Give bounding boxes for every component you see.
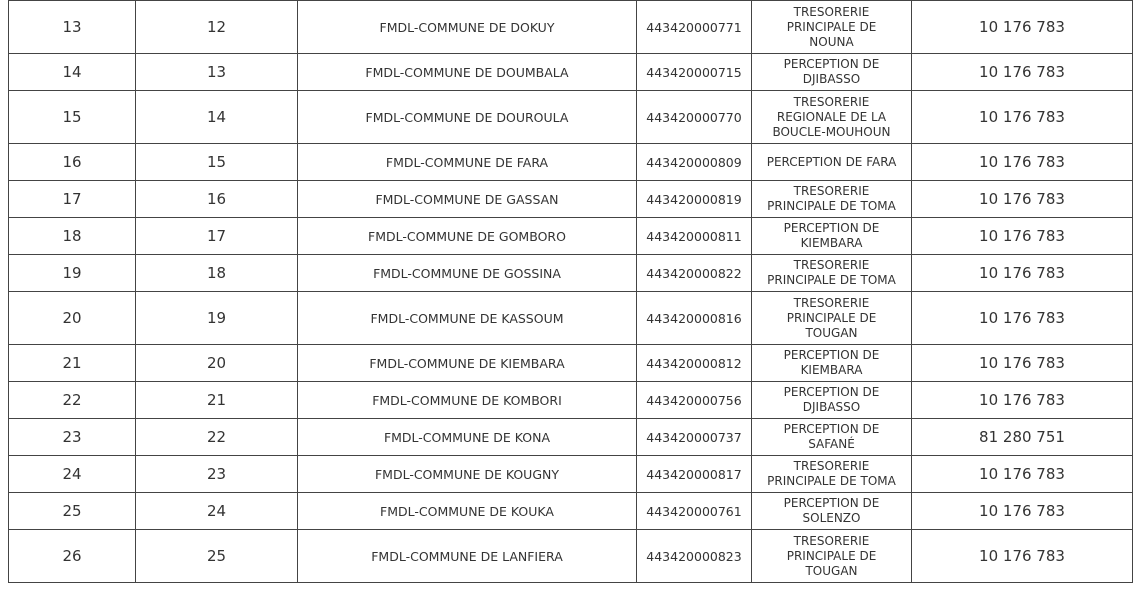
commune-name: FMDL-COMMUNE DE LANFIERA: [298, 530, 637, 583]
row-number: 17: [9, 181, 136, 218]
treasury-office-line: PRINCIPALE DE: [786, 548, 877, 563]
order-number: 23: [136, 456, 298, 493]
treasury-office: [752, 530, 912, 583]
commune-name: FMDL-COMMUNE DE GOMBORO: [298, 218, 637, 255]
treasury-office: [752, 1, 912, 54]
treasury-office: [752, 382, 912, 419]
order-number: 16: [136, 181, 298, 218]
row-number: 20: [9, 292, 136, 345]
treasury-office: [752, 292, 912, 345]
treasury-office-line: TRESORERIE: [793, 258, 870, 272]
account-number: 443420000809: [637, 144, 752, 181]
treasury-office-line: PERCEPTION DE: [783, 385, 880, 399]
account-number: 443420000715: [637, 54, 752, 91]
treasury-office: [752, 91, 912, 144]
row-number: 15: [9, 91, 136, 144]
treasury-office-line: DJIBASSO: [802, 72, 861, 86]
treasury-office-line: PERCEPTION DE: [783, 348, 880, 362]
account-number: 443420000771: [637, 1, 752, 54]
amount: 10 176 783: [912, 181, 1133, 218]
amount: 10 176 783: [912, 493, 1133, 530]
treasury-office-line: TRESORERIE: [793, 459, 870, 473]
account-number: 443420000756: [637, 382, 752, 419]
treasury-office-line: BOUCLE-MOUHOUN: [772, 124, 891, 139]
commune-name: FMDL-COMMUNE DE KOUGNY: [298, 456, 637, 493]
treasury-office-line: REGIONALE DE LA: [776, 109, 887, 124]
table-row: [9, 54, 1133, 91]
table-row: [9, 382, 1133, 419]
order-number: 22: [136, 419, 298, 456]
treasury-office-line: KIEMBARA: [800, 236, 863, 250]
account-number: 443420000737: [637, 419, 752, 456]
table-row: [9, 144, 1133, 181]
treasury-office-line: PERCEPTION DE: [783, 422, 880, 436]
amount: 10 176 783: [912, 255, 1133, 292]
table-row: [9, 493, 1133, 530]
treasury-office-line: PERCEPTION DE FARA: [766, 154, 897, 169]
table-row: [9, 255, 1133, 292]
order-number: 24: [136, 493, 298, 530]
order-number: 18: [136, 255, 298, 292]
amount: 10 176 783: [912, 54, 1133, 91]
table-row: [9, 530, 1133, 583]
amount: 10 176 783: [912, 530, 1133, 583]
order-number: 19: [136, 292, 298, 345]
treasury-office: [752, 345, 912, 382]
commune-name: FMDL-COMMUNE DE DOKUY: [298, 1, 637, 54]
row-number: 26: [9, 530, 136, 583]
row-number: 21: [9, 345, 136, 382]
treasury-office-line: PRINCIPALE DE: [786, 310, 877, 325]
amount: 10 176 783: [912, 144, 1133, 181]
amount: 10 176 783: [912, 456, 1133, 493]
treasury-office-line: TRESORERIE: [793, 4, 870, 19]
table-row: [9, 345, 1133, 382]
table-row: [9, 456, 1133, 493]
amount: 10 176 783: [912, 345, 1133, 382]
treasury-office: [752, 54, 912, 91]
treasury-office: [752, 493, 912, 530]
treasury-office-line: TRESORERIE: [793, 533, 870, 548]
treasury-office-line: TRESORERIE: [793, 295, 870, 310]
treasury-office-line: NOUNA: [809, 34, 854, 49]
row-number: 16: [9, 144, 136, 181]
account-number: 443420000812: [637, 345, 752, 382]
order-number: 21: [136, 382, 298, 419]
order-number: 25: [136, 530, 298, 583]
treasury-office-line: KIEMBARA: [800, 363, 863, 377]
commune-name: FMDL-COMMUNE DE GOSSINA: [298, 255, 637, 292]
treasury-office-line: PRINCIPALE DE TOMA: [767, 199, 896, 213]
treasury-office-line: PERCEPTION DE: [783, 57, 880, 71]
treasury-office-line: PERCEPTION DE: [783, 221, 880, 235]
amount: 10 176 783: [912, 91, 1133, 144]
row-number: 24: [9, 456, 136, 493]
commune-name: FMDL-COMMUNE DE GASSAN: [298, 181, 637, 218]
order-number: 12: [136, 1, 298, 54]
amount: 10 176 783: [912, 292, 1133, 345]
order-number: 13: [136, 54, 298, 91]
commune-name: FMDL-COMMUNE DE DOUMBALA: [298, 54, 637, 91]
treasury-office: [752, 181, 912, 218]
treasury-office-line: DJIBASSO: [802, 400, 861, 414]
account-number: 443420000761: [637, 493, 752, 530]
commune-name: FMDL-COMMUNE DE KOUKA: [298, 493, 637, 530]
order-number: 15: [136, 144, 298, 181]
account-number: 443420000811: [637, 218, 752, 255]
treasury-office: [752, 144, 912, 181]
commune-allocation-table: [8, 0, 1133, 583]
treasury-office: [752, 419, 912, 456]
treasury-office-line: PRINCIPALE DE TOMA: [767, 474, 896, 488]
account-number: 443420000819: [637, 181, 752, 218]
treasury-office-line: PRINCIPALE DE: [786, 19, 877, 34]
commune-name: FMDL-COMMUNE DE KONA: [298, 419, 637, 456]
treasury-office-line: TRESORERIE: [793, 94, 870, 109]
row-number: 13: [9, 1, 136, 54]
table-row: [9, 218, 1133, 255]
document-page: [8, 0, 1132, 583]
row-number: 18: [9, 218, 136, 255]
table-body: [9, 0, 1133, 583]
commune-name: FMDL-COMMUNE DE KOMBORI: [298, 382, 637, 419]
treasury-office-line: PERCEPTION DE: [783, 496, 880, 510]
account-number: 443420000816: [637, 292, 752, 345]
table-row: [9, 292, 1133, 345]
treasury-office-line: PRINCIPALE DE TOMA: [767, 273, 896, 287]
table-row: [9, 181, 1133, 218]
row-number: 19: [9, 255, 136, 292]
row-number: 23: [9, 419, 136, 456]
table-row: [9, 1, 1133, 54]
treasury-office-line: TRESORERIE: [793, 184, 870, 198]
treasury-office-line: TOUGAN: [805, 563, 858, 578]
order-number: 20: [136, 345, 298, 382]
amount: 10 176 783: [912, 1, 1133, 54]
commune-name: FMDL-COMMUNE DE KIEMBARA: [298, 345, 637, 382]
row-number: 14: [9, 54, 136, 91]
account-number: 443420000823: [637, 530, 752, 583]
treasury-office-line: TOUGAN: [805, 325, 858, 340]
account-number: 443420000817: [637, 456, 752, 493]
treasury-office-line: SOLENZO: [802, 511, 861, 525]
commune-name: FMDL-COMMUNE DE KASSOUM: [298, 292, 637, 345]
row-number: 25: [9, 493, 136, 530]
treasury-office-line: SAFANÉ: [808, 437, 855, 451]
treasury-office: [752, 218, 912, 255]
commune-name: FMDL-COMMUNE DE DOUROULA: [298, 91, 637, 144]
treasury-office: [752, 456, 912, 493]
amount: 10 176 783: [912, 218, 1133, 255]
account-number: 443420000770: [637, 91, 752, 144]
treasury-office: [752, 255, 912, 292]
amount: 10 176 783: [912, 382, 1133, 419]
order-number: 14: [136, 91, 298, 144]
table-row: [9, 91, 1133, 144]
order-number: 17: [136, 218, 298, 255]
commune-name: FMDL-COMMUNE DE FARA: [298, 144, 637, 181]
account-number: 443420000822: [637, 255, 752, 292]
amount: 81 280 751: [912, 419, 1133, 456]
table-row: [9, 419, 1133, 456]
row-number: 22: [9, 382, 136, 419]
